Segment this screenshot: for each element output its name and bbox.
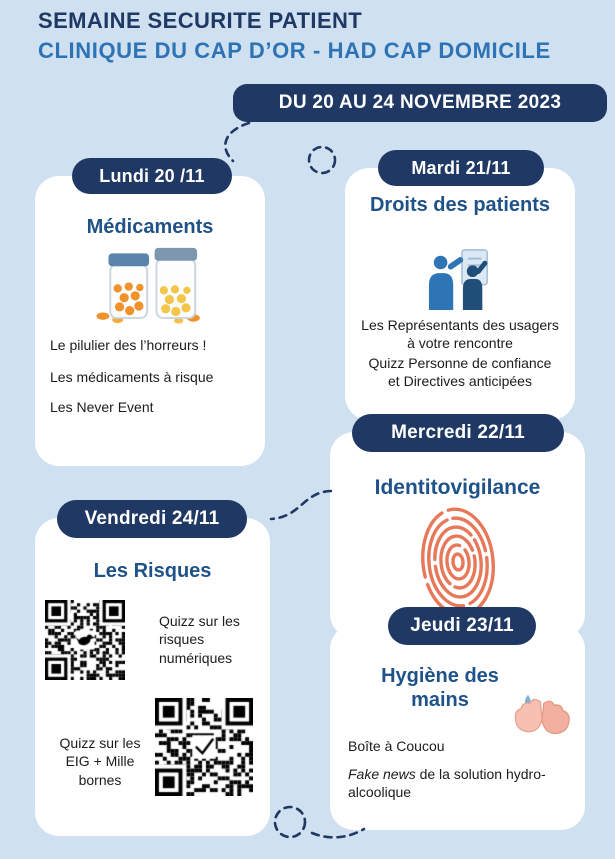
hand-hygiene-hands-icon: [507, 691, 577, 744]
dashed-circle-bottom: [275, 807, 305, 837]
poster-title: SEMAINE SECURITE PATIENT: [38, 8, 363, 33]
date-banner: DU 20 AU 24 NOVEMBRE 2023: [233, 84, 607, 122]
day-pill-lundi: Lundi 20 /11: [72, 158, 232, 194]
medication-bottles-icon: [90, 240, 210, 324]
card-lundi-line1: Le pilulier des l’horreurs !: [50, 337, 207, 353]
patient-rights-people-icon: [410, 246, 510, 312]
card-mercredi-heading: Identitovigilance: [374, 476, 541, 499]
qr2-caption: Quizz sur les EIG + Mille bornes: [59, 735, 141, 788]
qr-code-eig-mille-bornes: [155, 698, 253, 796]
card-mardi: [345, 168, 575, 420]
dashed-curve-top: [225, 123, 249, 161]
fake-news-rest: de la solution hydro-alcoolique: [348, 766, 546, 801]
day-pill-jeudi: Jeudi 23/11: [388, 607, 536, 645]
card-jeudi-line2: [348, 765, 573, 802]
card-lundi-line3: Les Never Event: [50, 399, 154, 415]
card-jeudi-line1: Boîte à Coucou: [348, 738, 445, 754]
poster-subtitle: CLINIQUE DU CAP D’OR - HAD CAP DOMICILE: [38, 38, 551, 63]
fake-news-italic: Fake news: [348, 766, 416, 782]
dashed-curve-bottom: [312, 829, 364, 837]
card-jeudi: [330, 625, 585, 830]
qr1-caption: Quizz sur les risques numériques: [159, 613, 240, 666]
card-lundi-line2: Les médicaments à risque: [50, 369, 214, 385]
qr-code-risques-numeriques: [45, 600, 125, 680]
card-vendredi-heading: Les Risques: [93, 560, 212, 582]
card-lundi-heading: Médicaments: [86, 216, 214, 238]
day-pill-mercredi: Mercredi 22/11: [352, 414, 564, 452]
card-mardi-heading: Droits des patients: [369, 194, 551, 216]
card-mardi-line1: Les Représentants des usagers à votre rencontre: [361, 317, 559, 352]
card-vendredi: [35, 518, 270, 836]
day-pill-mardi: Mardi 21/11: [378, 150, 544, 186]
day-pill-vendredi: Vendredi 24/11: [57, 500, 247, 538]
card-mardi-line2: Quizz Personne de confiance et Directives anticipées: [368, 355, 552, 390]
card-jeudi-heading: Hygiène des mains: [381, 665, 499, 711]
dashed-circle-top: [309, 147, 335, 173]
fingerprint-icon: [418, 502, 498, 622]
card-lundi: [35, 176, 265, 466]
dashed-curve-middle: [271, 491, 331, 519]
